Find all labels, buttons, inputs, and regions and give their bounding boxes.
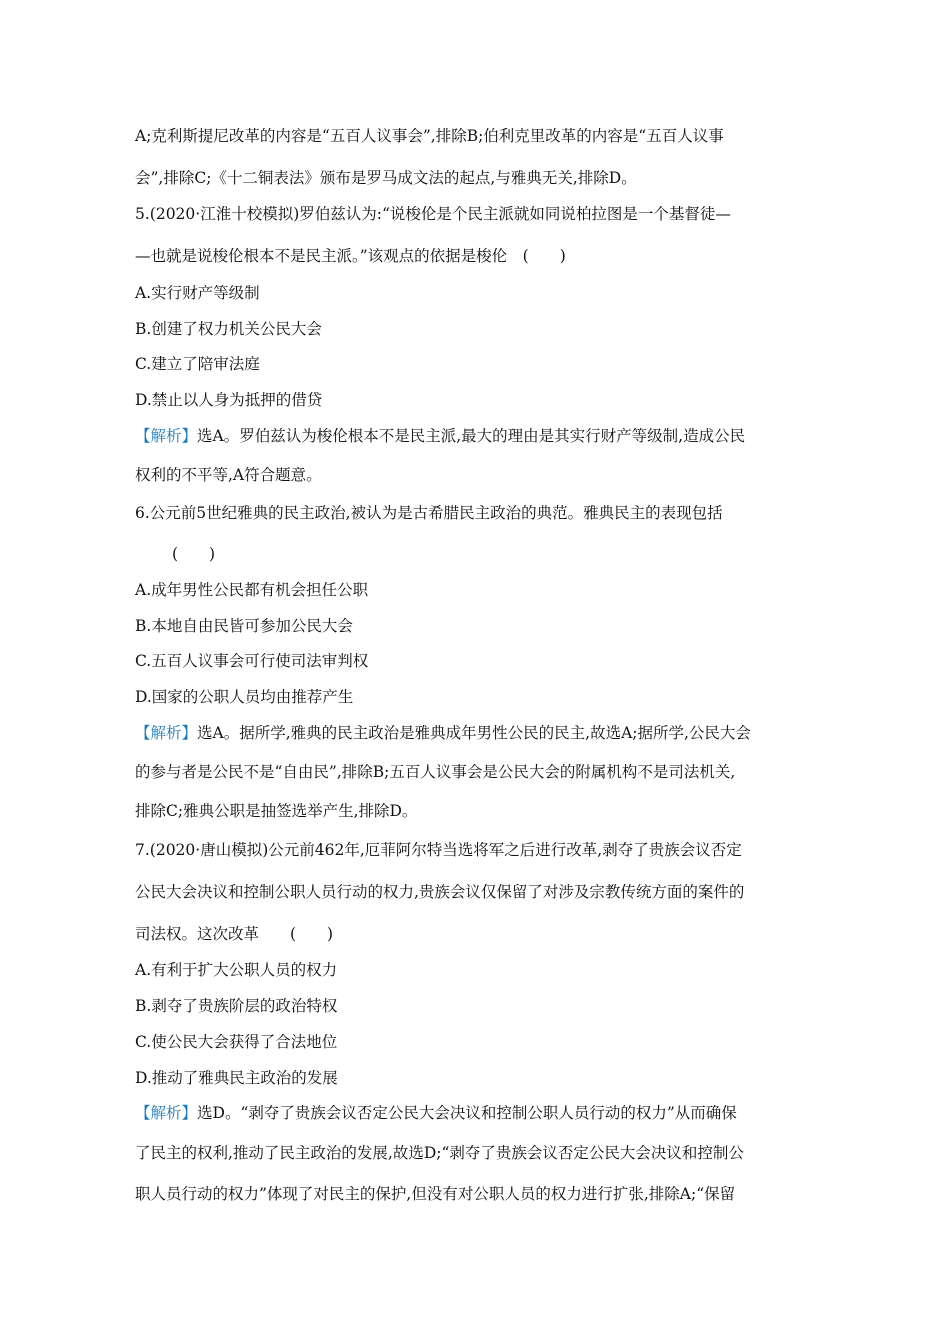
question-6-option-c: C.五百人议事会可行使司法审判权 (135, 652, 369, 670)
question-6-analysis: 排除C;雅典公职是抽签选举产生,排除D。 (135, 802, 418, 820)
question-7-option-d: D.推动了雅典民主政治的发展 (135, 1069, 338, 1087)
question-5-option-b: B.创建了权力机关公民大会 (135, 320, 322, 338)
text-line: A;克利斯提尼改革的内容是“五百人议事会”,排除B;伯利克里改革的内容是“五百人议事 (135, 127, 724, 145)
question-5-stem: 5.(2020·江淮十校模拟)罗伯兹认为:“说梭伦是个民主派就如同说柏拉图是一个基督徒— (135, 205, 731, 223)
analysis-tag: 【解析】 (135, 1104, 198, 1122)
question-7-analysis: 了民主的权利,推动了民主政治的发展,故选D;“剥夺了贵族会议否定公民大会决议和控制公 (135, 1144, 744, 1162)
analysis-tag: 【解析】 (135, 427, 198, 445)
question-7-stem: 公民大会决议和控制公职人员行动的权力,贵族会议仅保留了对涉及宗教传统方面的案件的 (135, 883, 745, 901)
question-5-option-c: C.建立了陪审法庭 (135, 355, 260, 373)
question-6-analysis: 【解析】选A。据所学,雅典的民主政治是雅典成年男性公民的民主,故选A;据所学,公民大会 (135, 724, 751, 742)
question-7-analysis: 职人员行动的权力”体现了对民主的保护,但没有对公职人员的权力进行扩张,排除A;“保留 (135, 1185, 736, 1203)
question-6-stem: 6.公元前5世纪雅典的民主政治,被认为是古希腊民主政治的典范。雅典民主的表现包括 (135, 504, 723, 522)
question-6-analysis: 的参与者是公民不是“自由民”,排除B;五百人议事会是公民大会的附属机构不是司法机关, (135, 763, 736, 781)
question-7-stem: 7.(2020·唐山模拟)公元前462年,厄菲阿尔特当选将军之后进行改革,剥夺了贵族会议否定 (135, 841, 742, 859)
question-6-blank: ( ) (172, 545, 216, 563)
question-7-stem: 司法权。这次改革 ( ) (135, 925, 334, 943)
question-5-option-a: A.实行财产等级制 (135, 284, 260, 302)
question-5-stem: —也就是说梭伦根本不是民主派。”该观点的依据是梭伦 ( ) (135, 247, 566, 265)
question-5-analysis: 【解析】选A。罗伯兹认为梭伦根本不是民主派,最大的理由是其实行财产等级制,造成公民 (135, 427, 746, 445)
question-7-option-c: C.使公民大会获得了合法地位 (135, 1033, 338, 1051)
question-5-option-d: D.禁止以人身为抵押的借贷 (135, 391, 323, 409)
question-7-analysis: 【解析】选D。“剥夺了贵族会议否定公民大会决议和控制公职人员行动的权力”从而确保 (135, 1104, 737, 1122)
question-5-analysis: 权利的不平等,A符合题意。 (135, 466, 322, 484)
question-7-option-a: A.有利于扩大公职人员的权力 (135, 961, 338, 979)
question-6-option-d: D.国家的公职人员均由推荐产生 (135, 688, 354, 706)
analysis-tag: 【解析】 (135, 724, 198, 742)
text-line: 会”,排除C;《十二铜表法》颁布是罗马成文法的起点,与雅典无关,排除D。 (135, 169, 637, 187)
question-6-option-a: A.成年男性公民都有机会担任公职 (135, 581, 369, 599)
question-7-option-b: B.剥夺了贵族阶层的政治特权 (135, 997, 338, 1015)
question-6-option-b: B.本地自由民皆可参加公民大会 (135, 617, 353, 635)
